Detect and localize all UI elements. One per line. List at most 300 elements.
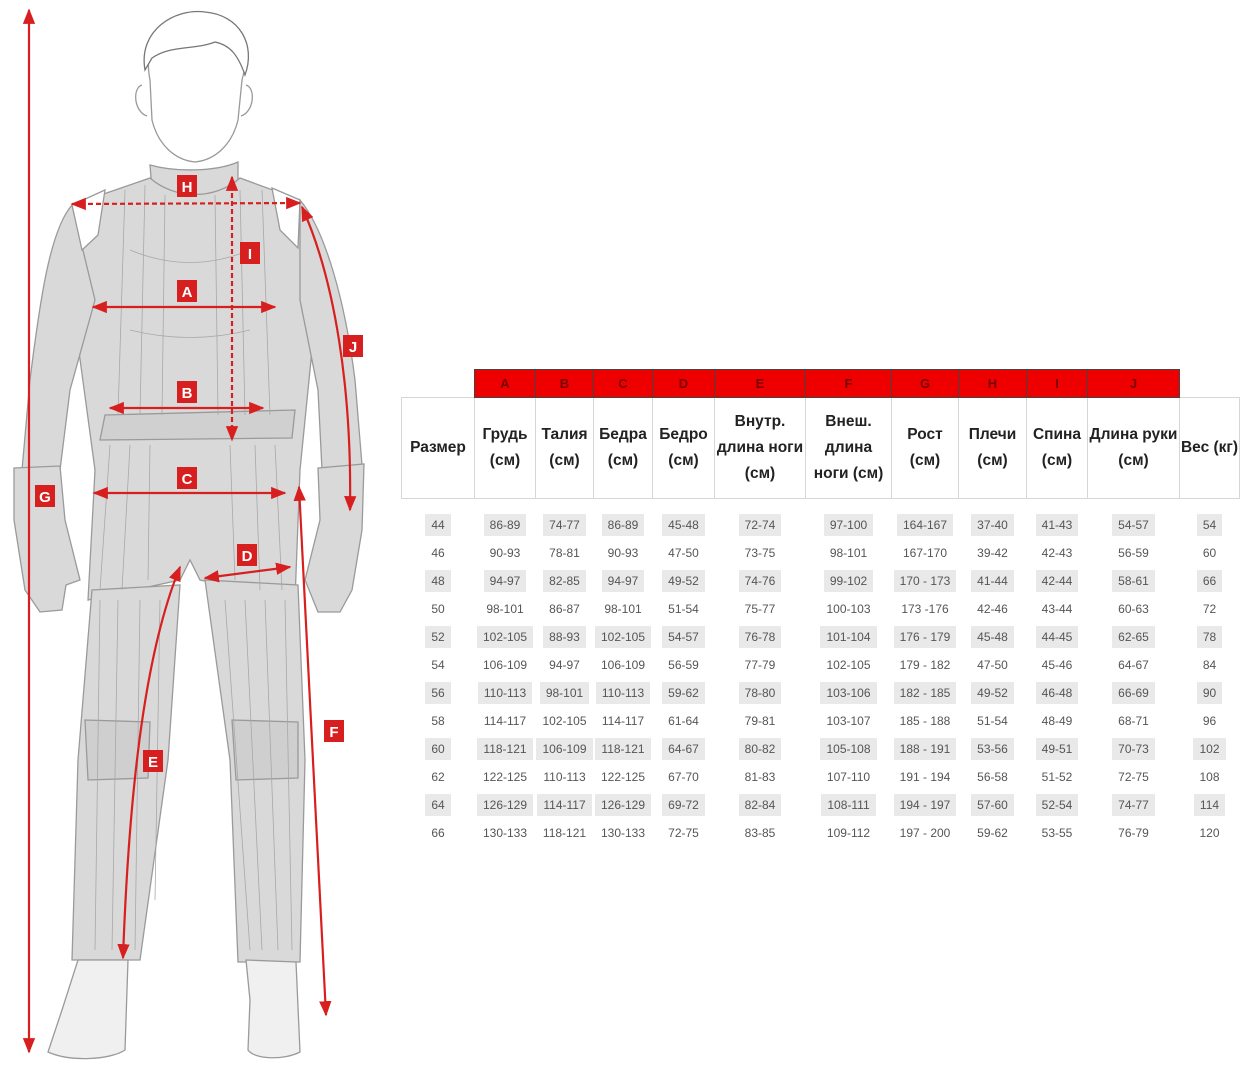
cell-value: 173 -176 — [901, 602, 949, 616]
cell-value: 126-129 — [595, 794, 651, 816]
cell-value: 110-113 — [596, 682, 650, 704]
cell-value: 108 — [1199, 770, 1220, 784]
cell-value: 114 — [1194, 794, 1225, 816]
cell-value: 80-82 — [739, 738, 782, 760]
cell-value: 51-54 — [977, 714, 1008, 728]
cell-value: 73-75 — [744, 546, 776, 560]
cell-value: 98-101 — [829, 546, 868, 560]
cell-value: 59-62 — [977, 826, 1008, 840]
table-cell — [653, 819, 715, 847]
cell-value: 99-102 — [824, 570, 873, 592]
cell-value: 57-60 — [971, 794, 1014, 816]
left-shoe — [48, 960, 128, 1059]
letter-c: C — [594, 370, 653, 398]
table-cell — [892, 511, 959, 539]
table-cell — [715, 567, 806, 595]
table-row — [402, 735, 1240, 763]
svg-text:C: C — [181, 471, 193, 488]
table-cell — [1027, 763, 1088, 791]
cell-value: 75-77 — [744, 602, 776, 616]
table-cell — [806, 707, 892, 735]
cell-value: 90-93 — [489, 546, 521, 560]
table-cell — [594, 511, 653, 539]
cell-value: 114-117 — [537, 794, 591, 816]
table-cell — [1088, 539, 1180, 567]
cell-value: 122-125 — [600, 770, 646, 784]
table-cell — [959, 707, 1027, 735]
table-cell — [892, 679, 959, 707]
tag-j — [343, 335, 363, 357]
cell-value: 74-76 — [739, 570, 782, 592]
table-cell — [653, 623, 715, 651]
cell-value: 105-108 — [820, 738, 876, 760]
cell-value: 197 - 200 — [899, 826, 951, 840]
cell-value: 76-78 — [739, 626, 782, 648]
table-row — [402, 679, 1240, 707]
cell-value: 106-109 — [600, 658, 646, 672]
cell-value: 90-93 — [607, 546, 639, 560]
cell-value: 118-121 — [542, 826, 587, 840]
table-cell — [1088, 623, 1180, 651]
table-cell — [892, 707, 959, 735]
cell-value: 52-54 — [1036, 794, 1079, 816]
table-cell — [536, 763, 594, 791]
header-shoulders: Плечи (см) — [959, 398, 1027, 499]
table-cell — [1027, 623, 1088, 651]
cell-value: 46 — [431, 546, 445, 560]
cell-value: 60-63 — [1118, 602, 1149, 616]
cell-value: 103-106 — [820, 682, 876, 704]
cell-value: 81-83 — [744, 770, 776, 784]
svg-text:D: D — [241, 548, 253, 565]
cell-value: 179 - 182 — [899, 658, 951, 672]
table-cell — [959, 511, 1027, 539]
svg-text:B: B — [181, 385, 193, 402]
cell-value: 47-50 — [977, 658, 1008, 672]
table-cell — [536, 539, 594, 567]
cell-value: 53-56 — [971, 738, 1014, 760]
cell-value: 49-52 — [971, 682, 1014, 704]
table-cell — [892, 819, 959, 847]
table-cell — [402, 735, 475, 763]
tag-g — [35, 485, 55, 507]
cell-value: 102 — [1193, 738, 1225, 760]
cell-value: 108-111 — [821, 794, 875, 816]
cell-value: 70-73 — [1112, 738, 1155, 760]
table-cell — [715, 511, 806, 539]
cell-value: 44 — [425, 514, 450, 536]
table-row — [402, 791, 1240, 819]
cell-value: 98-101 — [604, 602, 642, 616]
table-row — [402, 623, 1240, 651]
cell-value: 66-69 — [1112, 682, 1155, 704]
cell-value: 102-105 — [542, 714, 587, 728]
table-cell — [715, 763, 806, 791]
tag-i — [240, 242, 260, 264]
table-cell — [402, 707, 475, 735]
table-cell — [653, 707, 715, 735]
cell-value: 102-105 — [477, 626, 533, 648]
header-outseam: Внеш. длина ноги (см) — [806, 398, 892, 499]
cell-value: 69-72 — [662, 794, 705, 816]
cell-value: 98-101 — [486, 602, 524, 616]
cell-value: 114-117 — [483, 714, 527, 728]
table-cell — [1180, 623, 1240, 651]
svg-text:H: H — [181, 179, 193, 196]
table-cell — [959, 623, 1027, 651]
table-cell — [653, 539, 715, 567]
table-row — [402, 651, 1240, 679]
cell-value: 43-44 — [1041, 602, 1073, 616]
tag-d — [237, 544, 257, 566]
table-cell — [892, 623, 959, 651]
cell-value: 72-75 — [1118, 770, 1149, 784]
size-chart-table — [401, 369, 1240, 847]
cell-value: 64-67 — [662, 738, 705, 760]
cell-value: 45-46 — [1041, 658, 1073, 672]
cell-value: 61-64 — [668, 714, 699, 728]
body-measurement-diagram — [0, 0, 400, 1078]
svg-text:A: A — [181, 284, 193, 301]
size-table-body — [402, 499, 1240, 848]
table-cell — [1180, 595, 1240, 623]
table-cell — [806, 791, 892, 819]
cell-value: 103-107 — [826, 714, 871, 728]
header-arm-length: Длина руки (см) — [1088, 398, 1180, 499]
table-cell — [1027, 651, 1088, 679]
cell-value: 98-101 — [540, 682, 589, 704]
table-cell — [1180, 511, 1240, 539]
table-cell — [1027, 819, 1088, 847]
table-cell — [806, 511, 892, 539]
table-cell — [1180, 707, 1240, 735]
tag-c — [177, 467, 197, 489]
table-cell — [1088, 567, 1180, 595]
table-cell — [402, 567, 475, 595]
table-cell — [1088, 763, 1180, 791]
cell-value: 66 — [431, 826, 445, 840]
table-cell — [402, 651, 475, 679]
table-cell — [402, 763, 475, 791]
cell-value: 118-121 — [595, 738, 650, 760]
cell-value: 102-105 — [826, 658, 871, 672]
cell-value: 106-109 — [482, 658, 528, 672]
table-row — [402, 707, 1240, 735]
table-cell — [959, 651, 1027, 679]
cell-value: 82-85 — [543, 570, 586, 592]
tag-e — [143, 750, 163, 772]
table-cell — [1180, 763, 1240, 791]
cell-value: 59-62 — [662, 682, 705, 704]
table-cell — [892, 735, 959, 763]
table-cell — [806, 679, 892, 707]
cell-value: 94-97 — [484, 570, 527, 592]
table-cell — [594, 735, 653, 763]
letter-b: B — [536, 370, 594, 398]
header-size: Размер — [402, 398, 475, 499]
table-cell — [402, 511, 475, 539]
table-cell — [475, 651, 536, 679]
cell-value: 122-125 — [482, 770, 528, 784]
cell-value: 185 - 188 — [899, 714, 951, 728]
table-cell — [806, 539, 892, 567]
table-cell — [402, 595, 475, 623]
letter-a: A — [475, 370, 536, 398]
letter-d: D — [653, 370, 715, 398]
cell-value: 62-65 — [1112, 626, 1155, 648]
table-cell — [475, 707, 536, 735]
table-cell — [536, 791, 594, 819]
table-cell — [594, 595, 653, 623]
header-waist: Талия (см) — [536, 398, 594, 499]
tag-a — [177, 280, 197, 302]
cell-value: 37-40 — [971, 514, 1014, 536]
letter-f: F — [806, 370, 892, 398]
table-cell — [892, 651, 959, 679]
table-cell — [1180, 735, 1240, 763]
cell-value: 79-81 — [744, 714, 776, 728]
cell-value: 114-117 — [601, 714, 645, 728]
table-cell — [475, 763, 536, 791]
table-cell — [715, 595, 806, 623]
table-cell — [1027, 679, 1088, 707]
table-cell — [806, 819, 892, 847]
cell-value: 83-85 — [744, 826, 776, 840]
table-cell — [536, 595, 594, 623]
table-cell — [1088, 511, 1180, 539]
cell-value: 176 - 179 — [894, 626, 957, 648]
header-weight: Вес (кг) — [1180, 398, 1240, 499]
cell-value: 170 - 173 — [894, 570, 957, 592]
cell-value: 66 — [1197, 570, 1222, 592]
table-cell — [806, 763, 892, 791]
table-cell — [475, 511, 536, 539]
table-cell — [1027, 791, 1088, 819]
table-cell — [959, 735, 1027, 763]
letter-blank-right — [1180, 370, 1240, 398]
column-header-row — [402, 398, 1240, 499]
cell-value: 167-170 — [902, 546, 948, 560]
table-cell — [536, 511, 594, 539]
table-cell — [536, 679, 594, 707]
cell-value: 45-48 — [971, 626, 1014, 648]
table-cell — [1088, 595, 1180, 623]
table-cell — [715, 539, 806, 567]
cell-value: 58 — [431, 714, 445, 728]
table-row — [402, 567, 1240, 595]
tag-b — [177, 381, 197, 403]
header-hips: Бедра (см) — [594, 398, 653, 499]
cell-value: 48 — [425, 570, 450, 592]
cell-value: 72-74 — [739, 514, 782, 536]
cell-value: 120 — [1199, 826, 1220, 840]
cell-value: 101-104 — [820, 626, 876, 648]
cell-value: 42-46 — [977, 602, 1008, 616]
cell-value: 88-93 — [543, 626, 586, 648]
table-cell — [653, 679, 715, 707]
table-cell — [594, 707, 653, 735]
cell-value: 56 — [425, 682, 450, 704]
cell-value: 41-43 — [1036, 514, 1079, 536]
cell-value: 118-121 — [477, 738, 532, 760]
cell-value: 191 - 194 — [899, 770, 951, 784]
table-cell — [653, 651, 715, 679]
table-cell — [1027, 735, 1088, 763]
cell-value: 78 — [1197, 626, 1222, 648]
table-cell — [1180, 539, 1240, 567]
cell-value: 51-54 — [668, 602, 699, 616]
letter-i: I — [1027, 370, 1088, 398]
table-cell — [959, 763, 1027, 791]
cell-value: 84 — [1202, 658, 1217, 672]
cell-value: 54-57 — [662, 626, 705, 648]
table-cell — [1027, 707, 1088, 735]
table-cell — [959, 679, 1027, 707]
table-cell — [715, 707, 806, 735]
cell-value: 72-75 — [668, 826, 699, 840]
table-cell — [653, 735, 715, 763]
header-chest: Грудь (см) — [475, 398, 536, 499]
table-cell — [959, 791, 1027, 819]
cell-value: 72 — [1202, 602, 1217, 616]
cell-value: 42-44 — [1036, 570, 1079, 592]
table-cell — [1180, 651, 1240, 679]
table-cell — [1088, 735, 1180, 763]
cell-value: 45-48 — [662, 514, 705, 536]
table-cell — [402, 623, 475, 651]
table-cell — [653, 595, 715, 623]
table-cell — [536, 623, 594, 651]
cell-value: 56-58 — [977, 770, 1008, 784]
cell-value: 47-50 — [668, 546, 699, 560]
cell-value: 58-61 — [1112, 570, 1155, 592]
cell-value: 76-79 — [1118, 826, 1149, 840]
cell-value: 41-44 — [971, 570, 1014, 592]
cell-value: 49-52 — [662, 570, 705, 592]
cell-value: 86-89 — [602, 514, 645, 536]
svg-text:F: F — [329, 724, 339, 741]
table-cell — [594, 819, 653, 847]
cell-value: 96 — [1202, 714, 1217, 728]
table-cell — [1180, 567, 1240, 595]
svg-text:I: I — [247, 246, 253, 263]
header-back: Спина (см) — [1027, 398, 1088, 499]
cell-value: 94-97 — [549, 658, 580, 672]
table-cell — [1180, 791, 1240, 819]
table-cell — [715, 651, 806, 679]
table-cell — [536, 567, 594, 595]
table-cell — [536, 707, 594, 735]
cell-value: 110-113 — [478, 682, 532, 704]
table-cell — [806, 623, 892, 651]
cell-value: 130-133 — [600, 826, 646, 840]
cell-value: 62 — [431, 770, 445, 784]
cell-value: 100-103 — [826, 602, 871, 616]
cell-value: 56-59 — [668, 658, 699, 672]
letter-h: H — [959, 370, 1027, 398]
table-cell — [959, 567, 1027, 595]
cell-value: 49-51 — [1036, 738, 1079, 760]
cell-value: 107-110 — [826, 770, 871, 784]
svg-text:J: J — [348, 339, 358, 356]
cell-value: 74-77 — [1112, 794, 1155, 816]
cell-value: 90 — [1197, 682, 1222, 704]
cell-value: 60 — [425, 738, 450, 760]
h-shoulder-line — [72, 203, 300, 204]
svg-text:E: E — [147, 754, 159, 771]
table-cell — [892, 763, 959, 791]
cell-value: 77-79 — [744, 658, 776, 672]
table-cell — [594, 623, 653, 651]
table-cell — [1088, 651, 1180, 679]
table-cell — [475, 539, 536, 567]
table-cell — [892, 595, 959, 623]
header-height: Рост (см) — [892, 398, 959, 499]
cell-value: 54-57 — [1112, 514, 1155, 536]
cell-value: 106-109 — [536, 738, 592, 760]
cell-value: 56-59 — [1118, 546, 1149, 560]
cell-value: 109-112 — [826, 826, 871, 840]
cell-value: 78-80 — [739, 682, 782, 704]
cell-value: 182 - 185 — [894, 682, 957, 704]
table-cell — [402, 679, 475, 707]
header-thigh: Бедро (см) — [653, 398, 715, 499]
table-cell — [536, 651, 594, 679]
cell-value: 194 - 197 — [894, 794, 957, 816]
table-cell — [594, 567, 653, 595]
cell-value: 188 - 191 — [894, 738, 957, 760]
cell-value: 126-129 — [477, 794, 533, 816]
letter-j: J — [1088, 370, 1180, 398]
cell-value: 67-70 — [668, 770, 699, 784]
table-cell — [1027, 511, 1088, 539]
cell-value: 48-49 — [1041, 714, 1073, 728]
cell-value: 46-48 — [1036, 682, 1079, 704]
table-cell — [892, 539, 959, 567]
table-cell — [806, 595, 892, 623]
cell-value: 164-167 — [897, 514, 953, 536]
table-cell — [1027, 567, 1088, 595]
table-cell — [959, 539, 1027, 567]
cell-value: 68-71 — [1118, 714, 1149, 728]
table-cell — [1088, 679, 1180, 707]
table-row — [402, 595, 1240, 623]
table-cell — [806, 651, 892, 679]
table-cell — [715, 735, 806, 763]
table-cell — [959, 595, 1027, 623]
measurement-letter-row — [402, 370, 1240, 398]
table-cell — [1088, 707, 1180, 735]
table-cell — [536, 819, 594, 847]
table-cell — [594, 679, 653, 707]
table-cell — [892, 567, 959, 595]
table-cell — [402, 819, 475, 847]
table-cell — [959, 819, 1027, 847]
table-row — [402, 511, 1240, 539]
cell-value: 86-89 — [484, 514, 527, 536]
cell-value: 64 — [425, 794, 450, 816]
cell-value: 64-67 — [1118, 658, 1149, 672]
letter-blank-left — [402, 370, 475, 398]
table-cell — [715, 791, 806, 819]
tag-h — [177, 175, 197, 197]
svg-text:G: G — [39, 489, 51, 506]
table-cell — [594, 651, 653, 679]
table-cell — [536, 735, 594, 763]
cell-value: 52 — [425, 626, 450, 648]
table-cell — [475, 567, 536, 595]
cell-value: 78-81 — [549, 546, 580, 560]
